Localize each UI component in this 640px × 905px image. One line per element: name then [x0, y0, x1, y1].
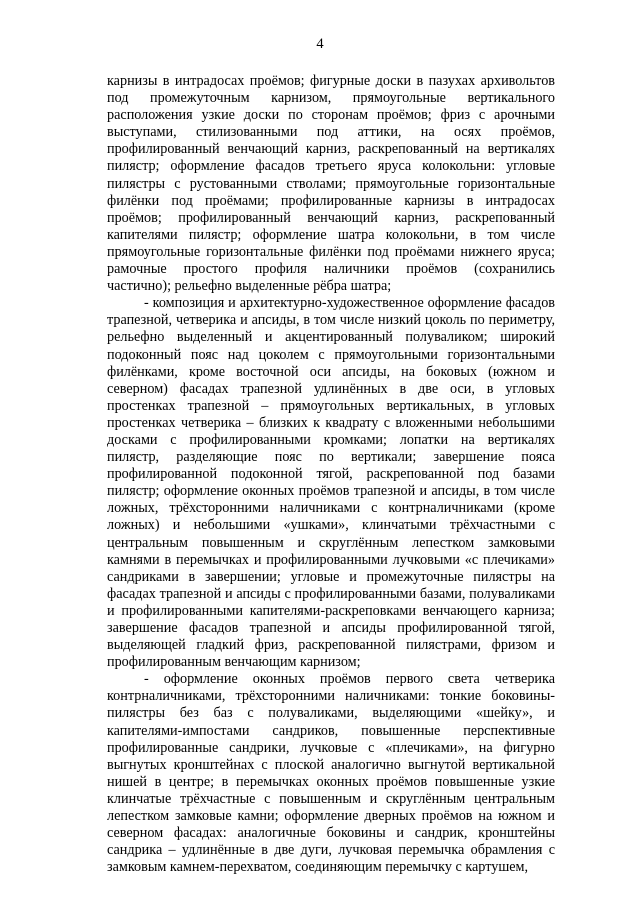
paragraph-1: карнизы в интрадосах проёмов; фигурные доски в пазухах архивольтов под промежуточным карнизом, прямоугольные вертикального расположения узкие доски по сторонам проёмов; фриз с арочными выступами, стилизованными под аттики, на осях проёмов, профилированный венчающий карниз, раскрепованный на вертикалях пилястр; оформление фасадов третьего яруса колокольни: угловые пилястры с рустованными стволами; прямоугольные горизонтальные филёнки под проёмами; профилированные карнизы в интрадосах проёмов; профилированный венчающий карниз, раскрепованный капителями пилястр; оформление шатра колокольни, в том числе прямоугольные горизонтальные филёнки под проёмами нижнего яруса; рамочные простого профиля наличники проёмов (сохранились частично); рельефно выделенные рёбра шатра;: [107, 73, 555, 295]
paragraph-2: - композиция и архитектурно-художественное оформление фасадов трапезной, четверика и апсиды, в том числе низкий цоколь по периметру, рельефно выделенный и акцентированный полуваликом; широкий подоконный пояс над цоколем с прямоугольными горизонтальными филёнками, кроме восточной оси апсиды, на боковых (южном и северном) фасадах трапезной удлинённых в две оси, в угловых простенках трапезной – прямоугольных вертикальных, в угловых простенках четверика – близких к квадрату с вложенными небольшими досками с профилированными кромками; лопатки на вертикалях пилястр, разделяющие пояс по вертикали; завершение пояса профилированной подоконной тягой, раскрепованной под базами пилястр; оформление оконных проёмов трапезной и апсиды, в том числе ложных, трёхсторонними наличниками с контрналичниками (кроме ложных) и небольшими «ушками», клинчатыми трёхчастными с центральным повышенным и скруглённым лепестком замковыми камнями в перемычках и профилированными лучковыми «с плечиками» сандриками в завершении; угловые и промежуточные пилястры на фасадах трапезной и апсиды с профилированными базами, полуваликами и профилированными капителями-раскреповками венчающего карниза; завершение фасадов трапезной и апсиды профилированной тягой, выделяющей гладкий фриз, раскрепованной пилястрами, фризом и профилированным венчающим карнизом;: [107, 295, 555, 671]
paragraph-3: - оформление оконных проёмов первого света четверика контрналичниками, трёхсторонними наличниками: тонкие боковины-пилястры без баз с полуваликами, выделяющими «шейку», и капителями-импостами сандриков, повышенные перспективные профилированные сандрики, лучковые с «плечиками», на фигурно выгнутых кронштейнах с плоской аналогично выгнутой вертикальной нишей в центре; в перемычках оконных проёмов повышенные узкие клинчатые трёхчастные с повышенным и скруглённым центральным лепестком замковые камни; оформление дверных проёмов на южном и северном фасадах: аналогичные боковины и сандрик, кронштейны сандрика – удлинённые в две дуги, лучковая перемычка обрамления с замковым камнем-перехватом, соединяющим перемычку с картушем,: [107, 671, 555, 876]
page-number: 4: [316, 36, 324, 52]
document-body: [107, 73, 555, 876]
